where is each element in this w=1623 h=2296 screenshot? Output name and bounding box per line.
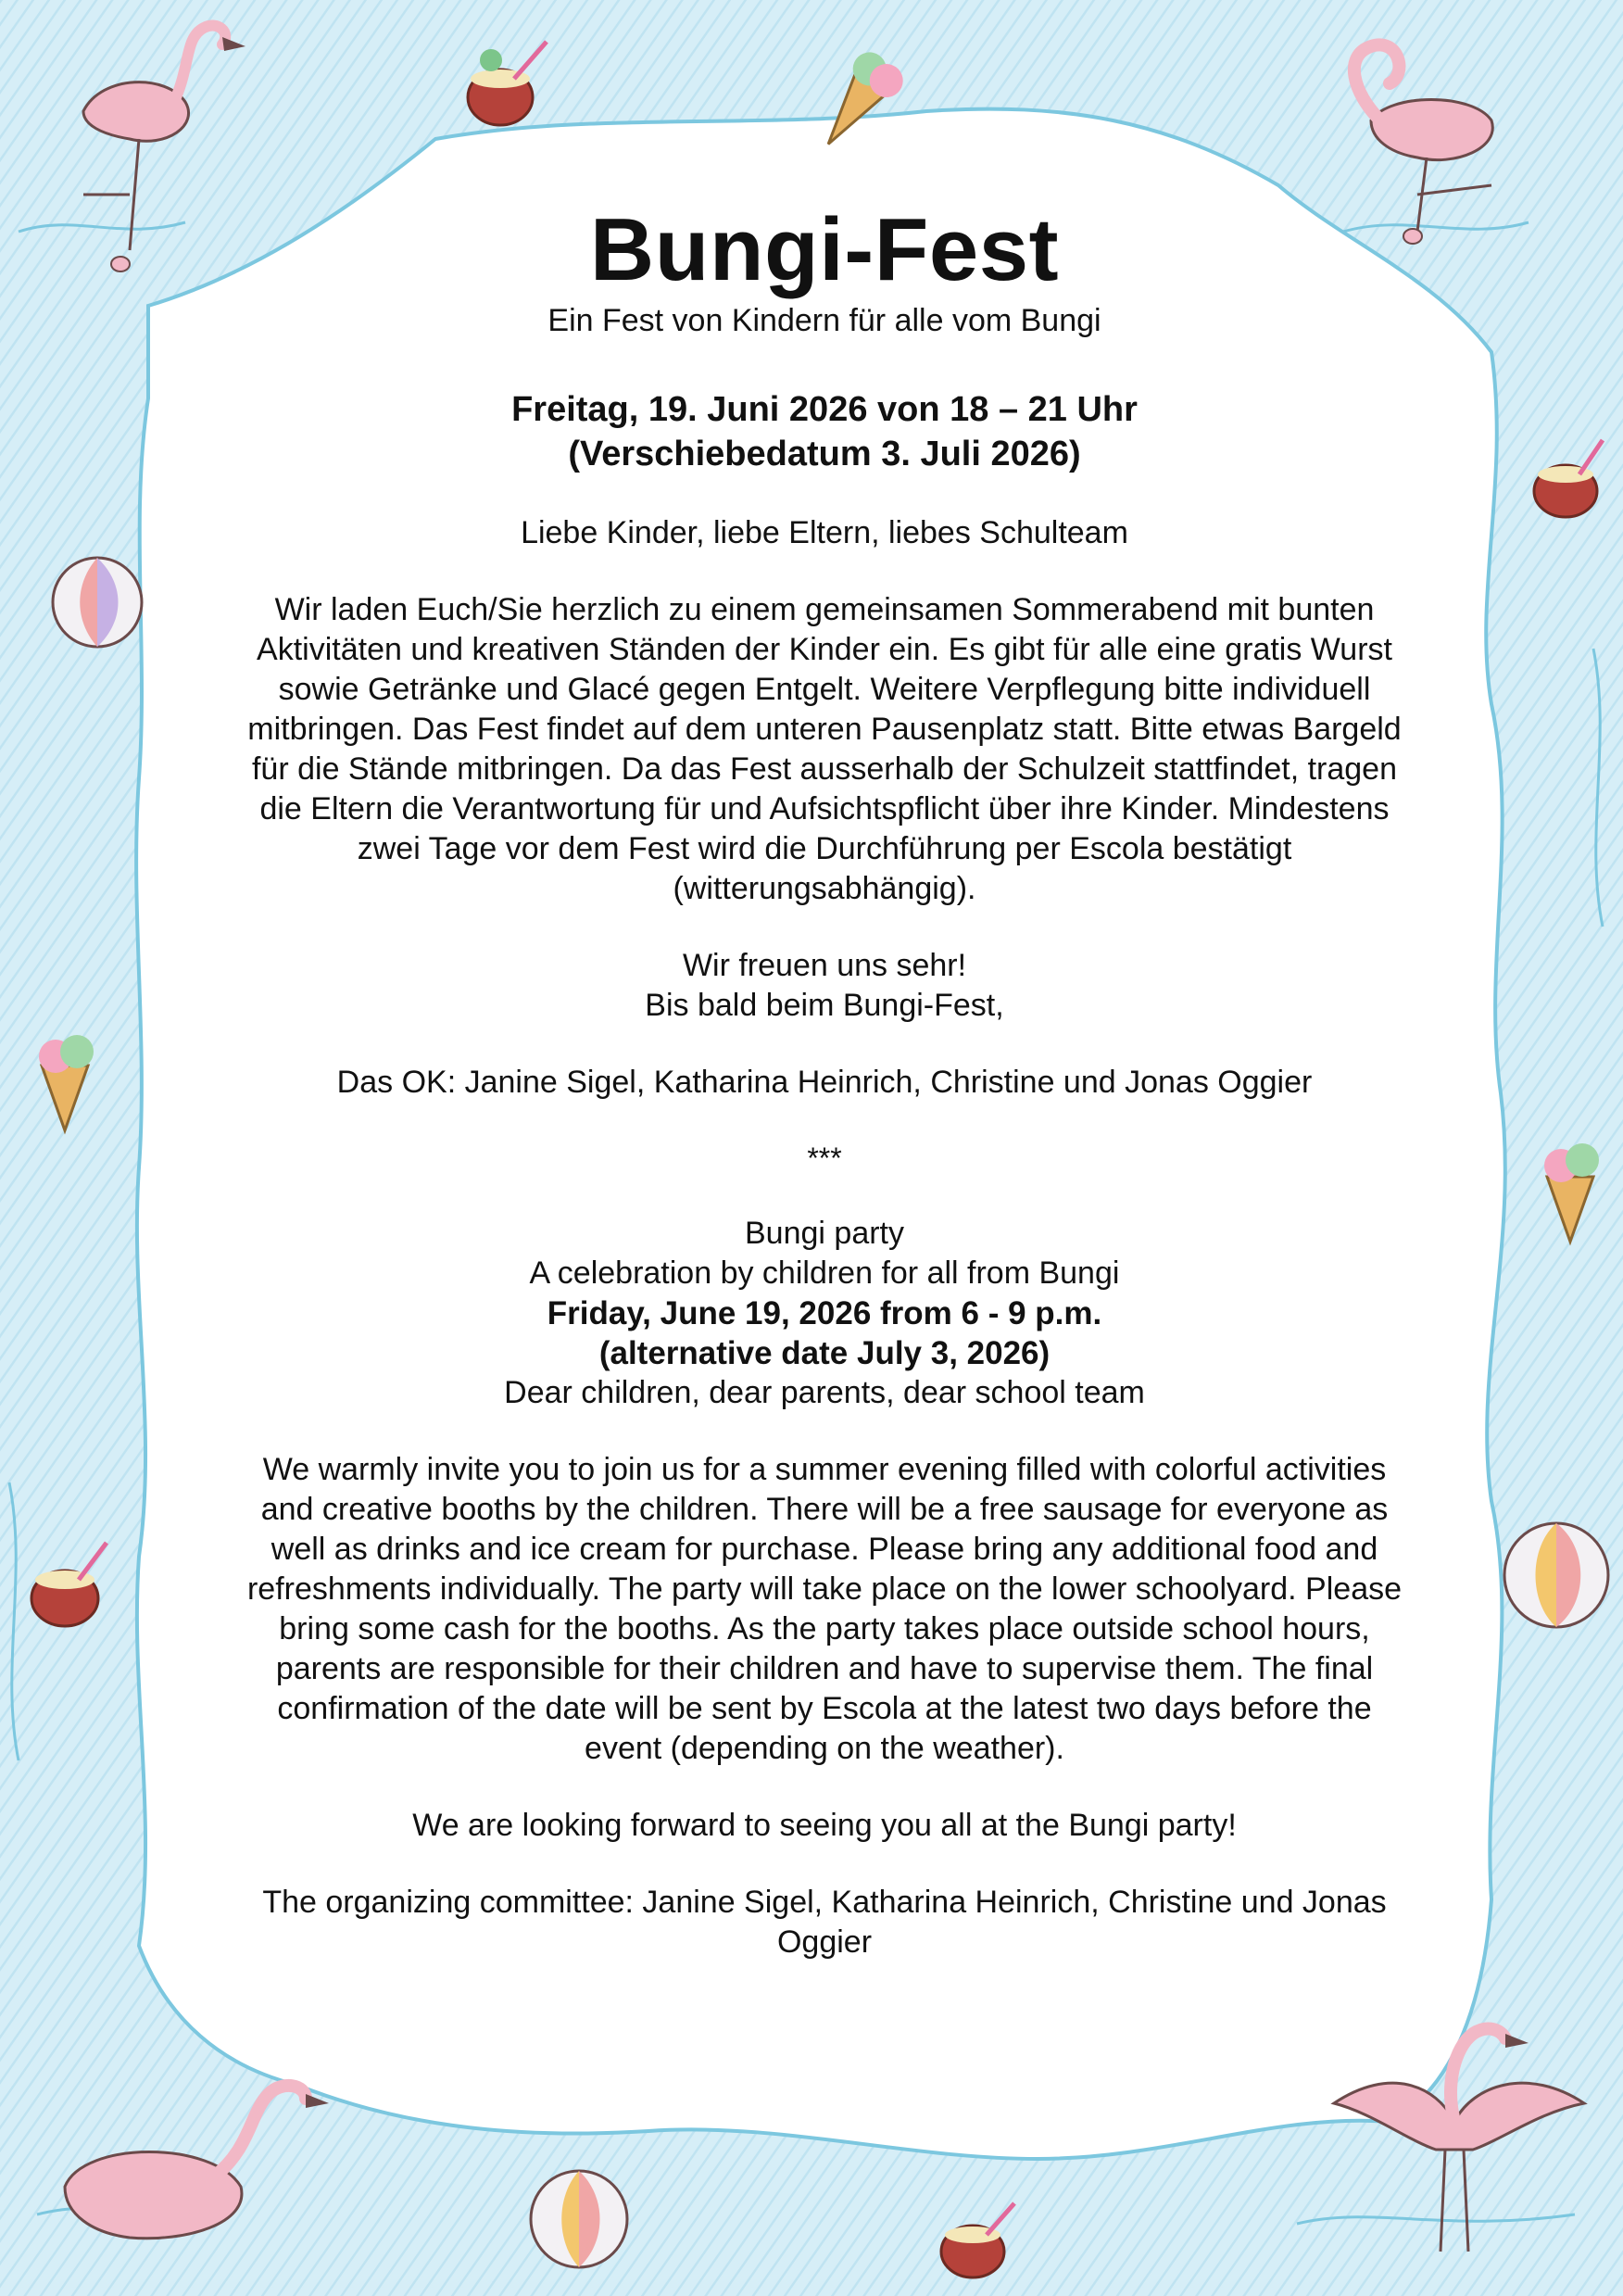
body-line: and creative booths by the children. There will be a free sausage for everyone as bbox=[260, 1491, 1389, 1527]
body-line: sowie Getränke und Glacé gegen Entgelt. Weitere Verpflegung bitte individuell bbox=[278, 671, 1371, 707]
signature-de: Das OK: Janine Sigel, Katharina Heinrich, Christine und Jonas Oggier bbox=[336, 1064, 1313, 1100]
body-line: (witterungsabhängig). bbox=[673, 870, 976, 906]
body-line: Aktivitäten und kreativen Ständen der Kinder ein. Es gibt für alle eine gratis Wurst bbox=[257, 631, 1392, 667]
title-en: Bungi party bbox=[745, 1215, 904, 1251]
alt-date-line-de: (Verschiebedatum 3. Juli 2026) bbox=[568, 434, 1081, 473]
body-line: refreshments individually. The party will take place on the lower schoolyard. Please bbox=[246, 1571, 1403, 1607]
body-paragraph-en bbox=[185, 1450, 1464, 1769]
subtitle-de: Ein Fest von Kindern für alle vom Bungi bbox=[547, 302, 1101, 338]
body-line: bring some cash for the booths. As the party takes place outside school hours, bbox=[279, 1610, 1370, 1646]
body-line: zwei Tage vor dem Fest wird die Durchführung per Escola bestätigt bbox=[357, 830, 1292, 866]
subtitle-en: A celebration by children for all from Bungi bbox=[529, 1255, 1120, 1291]
section-separator: *** bbox=[807, 1141, 842, 1175]
body-line: well as drinks and ice cream for purchase. Please bring any additional food and bbox=[270, 1531, 1378, 1567]
signature-en-line: Oggier bbox=[776, 1924, 873, 1960]
beach-ball-icon bbox=[531, 2171, 627, 2267]
signature-en-line: The organizing committee: Janine Sigel, Katharina Heinrich, Christine und Jonas bbox=[262, 1884, 1387, 1920]
greeting-en: Dear children, dear parents, dear school team bbox=[504, 1374, 1145, 1410]
body-line: We warmly invite you to join us for a summer evening filled with colorful activities bbox=[262, 1451, 1387, 1487]
body-line: event (depending on the weather). bbox=[585, 1730, 1064, 1766]
body-paragraph-de bbox=[185, 590, 1464, 909]
body-line: parents are responsible for their children and have to supervise them. The final bbox=[275, 1650, 1374, 1686]
date-line-de: Freitag, 19. Juni 2026 von 18 – 21 Uhr bbox=[511, 389, 1138, 429]
closing-en: We are looking forward to seeing you all at the Bungi party! bbox=[412, 1807, 1237, 1843]
greeting-de: Liebe Kinder, liebe Eltern, liebes Schulteam bbox=[521, 514, 1128, 550]
body-line: confirmation of the date will be sent by Escola at the latest two days before the bbox=[277, 1690, 1372, 1726]
beach-ball-icon bbox=[1504, 1523, 1608, 1627]
body-line: für die Stände mitbringen. Da das Fest ausserhalb der Schulzeit stattfindet, tragen bbox=[251, 751, 1398, 787]
beach-ball-icon bbox=[53, 558, 142, 647]
body-line: Wir laden Euch/Sie herzlich zu einem gemeinsamen Sommerabend mit bunten bbox=[274, 591, 1375, 627]
date-line-en: Friday, June 19, 2026 from 6 - 9 p.m. bbox=[547, 1294, 1102, 1331]
alt-date-line-en: (alternative date July 3, 2026) bbox=[598, 1334, 1051, 1371]
invitation-text bbox=[185, 200, 1464, 1962]
closing-de-2: Bis bald beim Bungi-Fest, bbox=[645, 987, 1004, 1023]
body-line: die Eltern die Verantwortung für und Aufsichtspflicht über ihre Kinder. Mindestens bbox=[259, 790, 1390, 826]
body-line: mitbringen. Das Fest findet auf dem unteren Pausenplatz statt. Bitte etwas Bargeld bbox=[247, 711, 1402, 747]
title-de: Bungi-Fest bbox=[589, 200, 1060, 299]
closing-de-1: Wir freuen uns sehr! bbox=[682, 947, 967, 983]
